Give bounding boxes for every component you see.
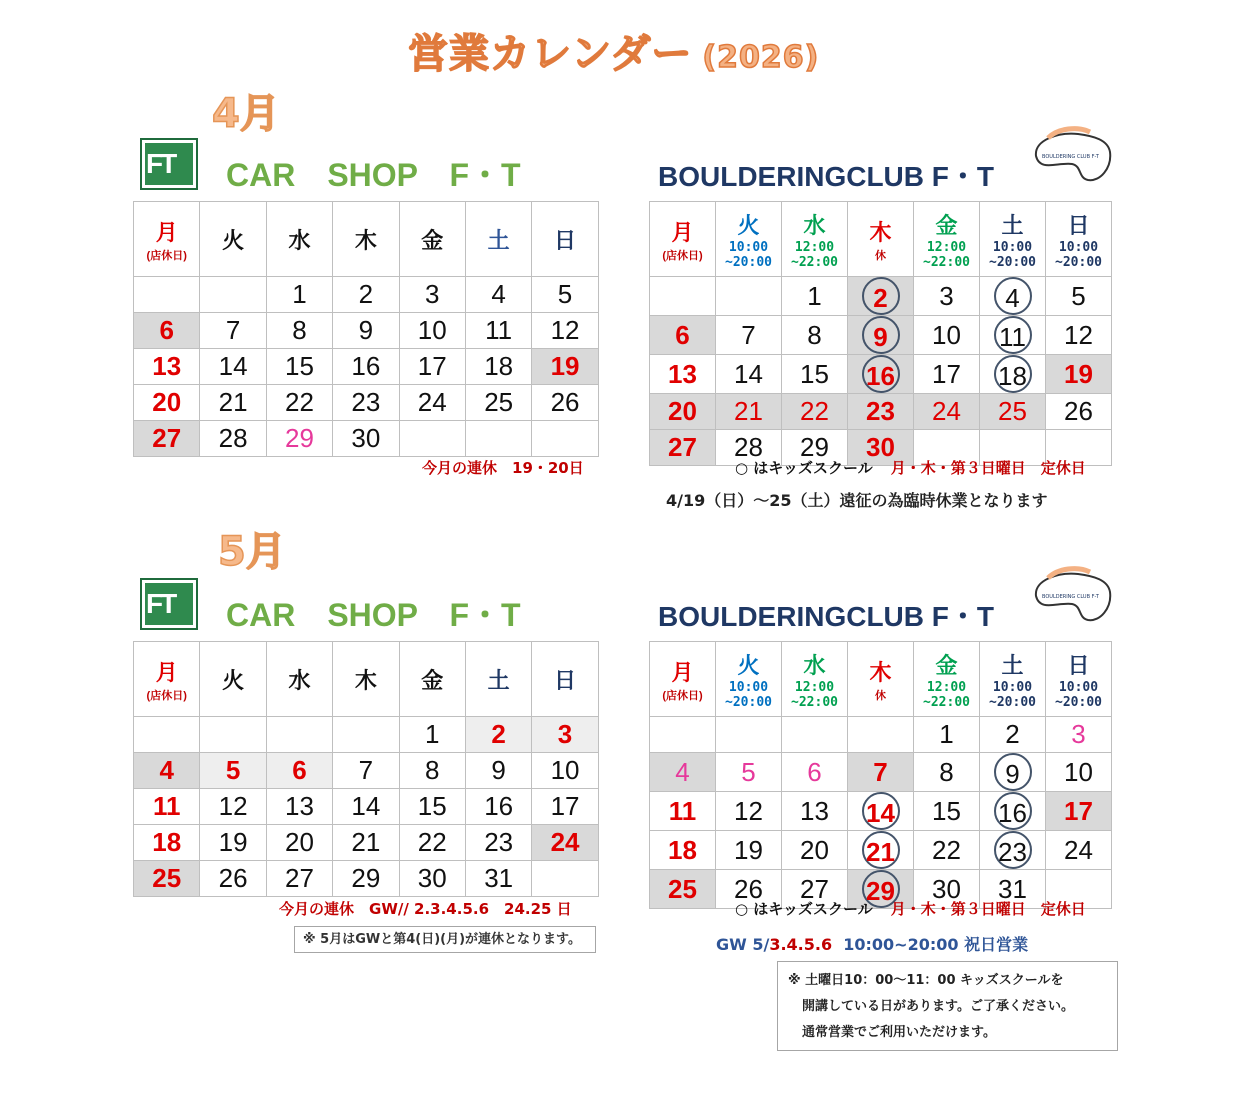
day-cell: 28 <box>716 430 782 466</box>
day-cell: 13 <box>134 349 200 385</box>
week-row <box>134 861 599 897</box>
header-mon: 月 (店休日) <box>134 642 200 717</box>
shop-calendar-may <box>133 641 599 897</box>
day-cell: 30 <box>399 861 465 897</box>
header-sat: 土 <box>465 642 531 717</box>
month-label-may: 5月 <box>218 529 286 575</box>
day-cell: 4 <box>650 753 716 792</box>
day-cell: 30 <box>848 430 914 466</box>
day-cell <box>848 717 914 753</box>
day-cell: 6 <box>650 316 716 355</box>
day-cell: 16 <box>465 789 531 825</box>
day-cell: 9 <box>333 313 399 349</box>
day-cell: 15 <box>266 349 332 385</box>
header-thu: 木 <box>333 202 399 277</box>
club-name: BOULDERINGCLUB F・T <box>658 161 994 192</box>
day-cell <box>532 861 598 897</box>
week-row <box>134 421 599 457</box>
day-cell: 8 <box>399 753 465 789</box>
day-cell: 5 <box>716 753 782 792</box>
day-cell: 23 <box>465 825 531 861</box>
day-cell: 29 <box>782 430 848 466</box>
day-cell: 25 <box>980 394 1046 430</box>
day-cell: 4 <box>134 753 200 789</box>
shop-gw-notice-box: ※ 5月はGWと第4(日)(月)が連休となります。 <box>294 926 596 953</box>
day-cell: 26 <box>1046 394 1112 430</box>
day-cell: 13 <box>266 789 332 825</box>
kids-school-legend: ○ はキッズスクール 月・木・第３日曜日 定休日 <box>735 900 1086 918</box>
day-cell: 21 <box>333 825 399 861</box>
day-cell: 25 <box>134 861 200 897</box>
day-cell: 18 <box>650 831 716 870</box>
day-cell <box>266 717 332 753</box>
day-cell: 27 <box>650 430 716 466</box>
day-cell <box>848 831 914 870</box>
day-cell: 28 <box>200 421 266 457</box>
day-cell: 7 <box>333 753 399 789</box>
calendar-header-row <box>134 202 599 277</box>
header-wed: 水 12:00 ~22:00 <box>782 202 848 277</box>
week-row <box>650 792 1112 831</box>
header-wed: 水 <box>266 202 332 277</box>
day-cell: 6 <box>266 753 332 789</box>
day-cell <box>532 421 598 457</box>
day-cell: 15 <box>914 792 980 831</box>
header-sat: 土 10:00 ~20:00 <box>980 202 1046 277</box>
day-cell: 31 <box>980 870 1046 909</box>
week-row <box>134 753 599 789</box>
day-cell: 17 <box>532 789 598 825</box>
day-cell: 1 <box>914 717 980 753</box>
day-cell: 17 <box>914 355 980 394</box>
climbing-hold-logo-icon <box>1028 566 1112 626</box>
day-cell <box>200 277 266 313</box>
day-cell: 25 <box>465 385 531 421</box>
day-cell: 5 <box>532 277 598 313</box>
week-row <box>650 277 1112 316</box>
day-cell: 22 <box>914 831 980 870</box>
kids-school-circle: 21 <box>862 831 900 869</box>
day-cell: 3 <box>399 277 465 313</box>
calendar-header-row <box>650 642 1112 717</box>
day-cell: 7 <box>716 316 782 355</box>
header-wed: 水 <box>266 642 332 717</box>
day-cell: 15 <box>399 789 465 825</box>
day-cell: 7 <box>848 753 914 792</box>
kids-school-circle: 29 <box>862 870 900 908</box>
day-cell: 24 <box>532 825 598 861</box>
day-cell: 8 <box>782 316 848 355</box>
day-cell <box>980 792 1046 831</box>
day-cell: 19 <box>716 831 782 870</box>
day-cell: 1 <box>782 277 848 316</box>
header-fri: 金 <box>399 202 465 277</box>
day-cell: 26 <box>200 861 266 897</box>
kids-school-circle: 11 <box>994 316 1032 354</box>
day-cell: 2 <box>465 717 531 753</box>
week-row <box>134 385 599 421</box>
day-cell <box>980 277 1046 316</box>
month-label-april: 4月 <box>212 91 280 137</box>
kids-school-circle: 16 <box>862 355 900 393</box>
day-cell: 22 <box>399 825 465 861</box>
calendar-header-row <box>134 642 599 717</box>
header-wed: 水 12:00 ~22:00 <box>782 642 848 717</box>
day-cell: 29 <box>333 861 399 897</box>
day-cell: 12 <box>716 792 782 831</box>
kids-school-circle: 9 <box>994 753 1032 791</box>
day-cell: 27 <box>782 870 848 909</box>
gw-hours-notice: GW 5/3.4.5.6 10:00~20:00 祝日営業 <box>716 935 1029 954</box>
day-cell: 19 <box>1046 355 1112 394</box>
day-cell: 21 <box>716 394 782 430</box>
header-mon: 月 (店休日) <box>650 642 716 717</box>
ft-logo-icon: FT <box>140 138 198 190</box>
shop-calendar-april <box>133 201 599 457</box>
day-cell: 1 <box>399 717 465 753</box>
calendar-header-row <box>650 202 1112 277</box>
header-sat: 土 <box>465 202 531 277</box>
day-cell: 12 <box>1046 316 1112 355</box>
ft-logo-icon: FT <box>140 578 198 630</box>
day-cell: 12 <box>532 313 598 349</box>
week-row <box>650 394 1112 430</box>
week-row <box>650 355 1112 394</box>
week-row <box>134 277 599 313</box>
day-cell: 13 <box>782 792 848 831</box>
shop-holiday-note: 今月の連休 19・20日 <box>422 459 584 477</box>
header-tue: 火 10:00 ~20:00 <box>716 202 782 277</box>
day-cell: 27 <box>266 861 332 897</box>
day-cell: 10 <box>532 753 598 789</box>
day-cell: 11 <box>465 313 531 349</box>
club-calendar-april <box>649 201 1112 466</box>
kids-school-circle: 9 <box>862 316 900 354</box>
day-cell: 24 <box>914 394 980 430</box>
climbing-hold-logo-icon <box>1028 126 1112 186</box>
kids-school-circle: 23 <box>994 831 1032 869</box>
header-sat: 土 10:00 ~20:00 <box>980 642 1046 717</box>
header-sun: 日 <box>532 202 598 277</box>
day-cell: 13 <box>650 355 716 394</box>
kids-school-circle: 18 <box>994 355 1032 393</box>
day-cell: 12 <box>200 789 266 825</box>
day-cell <box>716 277 782 316</box>
day-cell: 16 <box>333 349 399 385</box>
day-cell <box>848 792 914 831</box>
day-cell <box>980 316 1046 355</box>
day-cell: 24 <box>1046 831 1112 870</box>
day-cell <box>980 355 1046 394</box>
day-cell <box>465 421 531 457</box>
day-cell: 10 <box>914 316 980 355</box>
day-cell <box>650 717 716 753</box>
day-cell: 23 <box>333 385 399 421</box>
kids-school-circle: 2 <box>862 277 900 315</box>
day-cell: 5 <box>1046 277 1112 316</box>
day-cell: 18 <box>465 349 531 385</box>
shop-holiday-note: 今月の連休 GW// 2.3.4.5.6 24.25 日 <box>279 900 572 918</box>
svg-text:BOULDERING CLUB F-T: BOULDERING CLUB F-T <box>1042 594 1099 600</box>
day-cell: 26 <box>716 870 782 909</box>
day-cell <box>848 277 914 316</box>
header-fri: 金 12:00 ~22:00 <box>914 202 980 277</box>
page-title: 営業カレンダー (2026) <box>408 31 820 77</box>
day-cell: 23 <box>848 394 914 430</box>
day-cell: 19 <box>200 825 266 861</box>
header-thu: 木 <box>333 642 399 717</box>
kids-school-circle: 14 <box>862 792 900 830</box>
week-row <box>650 753 1112 792</box>
header-mon: 月 (店休日) <box>650 202 716 277</box>
day-cell: 9 <box>465 753 531 789</box>
day-cell: 8 <box>266 313 332 349</box>
day-cell: 3 <box>1046 717 1112 753</box>
day-cell <box>134 717 200 753</box>
day-cell: 20 <box>782 831 848 870</box>
shop-name: CAR SHOP F・T <box>226 157 521 193</box>
header-mon: 月 (店休日) <box>134 202 200 277</box>
club-calendar-may <box>649 641 1112 909</box>
header-tue: 火 <box>200 642 266 717</box>
day-cell <box>782 717 848 753</box>
club-name: BOULDERINGCLUB F・T <box>658 601 994 632</box>
day-cell <box>980 753 1046 792</box>
day-cell: 22 <box>782 394 848 430</box>
day-cell <box>980 831 1046 870</box>
week-row <box>134 789 599 825</box>
day-cell: 25 <box>650 870 716 909</box>
day-cell: 31 <box>465 861 531 897</box>
day-cell: 11 <box>650 792 716 831</box>
day-cell: 2 <box>333 277 399 313</box>
kids-school-circle: 4 <box>994 277 1032 315</box>
header-sun: 日 10:00 ~20:00 <box>1046 202 1112 277</box>
day-cell: 29 <box>266 421 332 457</box>
day-cell: 3 <box>532 717 598 753</box>
year-label: (2026) <box>702 40 820 75</box>
week-row <box>650 831 1112 870</box>
day-cell: 30 <box>333 421 399 457</box>
day-cell: 8 <box>914 753 980 792</box>
day-cell: 3 <box>914 277 980 316</box>
day-cell <box>848 316 914 355</box>
day-cell <box>333 717 399 753</box>
kids-school-circle: 16 <box>994 792 1032 830</box>
day-cell <box>848 355 914 394</box>
day-cell: 15 <box>782 355 848 394</box>
week-row <box>650 717 1112 753</box>
day-cell: 7 <box>200 313 266 349</box>
day-cell <box>134 277 200 313</box>
day-cell: 14 <box>200 349 266 385</box>
day-cell: 6 <box>134 313 200 349</box>
kids-school-legend: ○ はキッズスクール 月・木・第３日曜日 定休日 <box>735 459 1086 477</box>
header-thu: 木 休 <box>848 202 914 277</box>
week-row <box>650 316 1112 355</box>
header-fri: 金 12:00 ~22:00 <box>914 642 980 717</box>
header-sun: 日 <box>532 642 598 717</box>
day-cell: 20 <box>266 825 332 861</box>
day-cell: 2 <box>980 717 1046 753</box>
week-row <box>134 349 599 385</box>
day-cell: 17 <box>399 349 465 385</box>
week-row <box>134 313 599 349</box>
day-cell: 20 <box>650 394 716 430</box>
day-cell <box>200 717 266 753</box>
day-cell: 5 <box>200 753 266 789</box>
day-cell: 26 <box>532 385 598 421</box>
day-cell: 20 <box>134 385 200 421</box>
week-row <box>134 717 599 753</box>
day-cell: 14 <box>716 355 782 394</box>
day-cell: 10 <box>1046 753 1112 792</box>
shop-name: CAR SHOP F・T <box>226 597 521 633</box>
day-cell: 27 <box>134 421 200 457</box>
week-row <box>134 825 599 861</box>
day-cell: 19 <box>532 349 598 385</box>
header-tue: 火 <box>200 202 266 277</box>
day-cell: 10 <box>399 313 465 349</box>
day-cell: 17 <box>1046 792 1112 831</box>
header-thu: 木 休 <box>848 642 914 717</box>
svg-text:BOULDERING CLUB F-T: BOULDERING CLUB F-T <box>1042 154 1099 160</box>
day-cell: 21 <box>200 385 266 421</box>
day-cell <box>399 421 465 457</box>
day-cell: 11 <box>134 789 200 825</box>
day-cell: 6 <box>782 753 848 792</box>
day-cell: 18 <box>134 825 200 861</box>
day-cell <box>650 277 716 316</box>
day-cell <box>716 717 782 753</box>
day-cell: 22 <box>266 385 332 421</box>
day-cell: 1 <box>266 277 332 313</box>
kids-school-info-box: ※ 土曜日10：00～11：00 キッズスクールを 開講している日があります。ご了承ください。 通常営業でご利用いただけます。 <box>777 961 1118 1051</box>
header-tue: 火 10:00 ~20:00 <box>716 642 782 717</box>
day-cell: 24 <box>399 385 465 421</box>
day-cell: 14 <box>333 789 399 825</box>
temporary-closure-notice: 4/19（日）～25（土）遠征の為臨時休業となります <box>666 491 1048 510</box>
day-cell: 4 <box>465 277 531 313</box>
header-sun: 日 10:00 ~20:00 <box>1046 642 1112 717</box>
header-fri: 金 <box>399 642 465 717</box>
day-cell: 30 <box>914 870 980 909</box>
